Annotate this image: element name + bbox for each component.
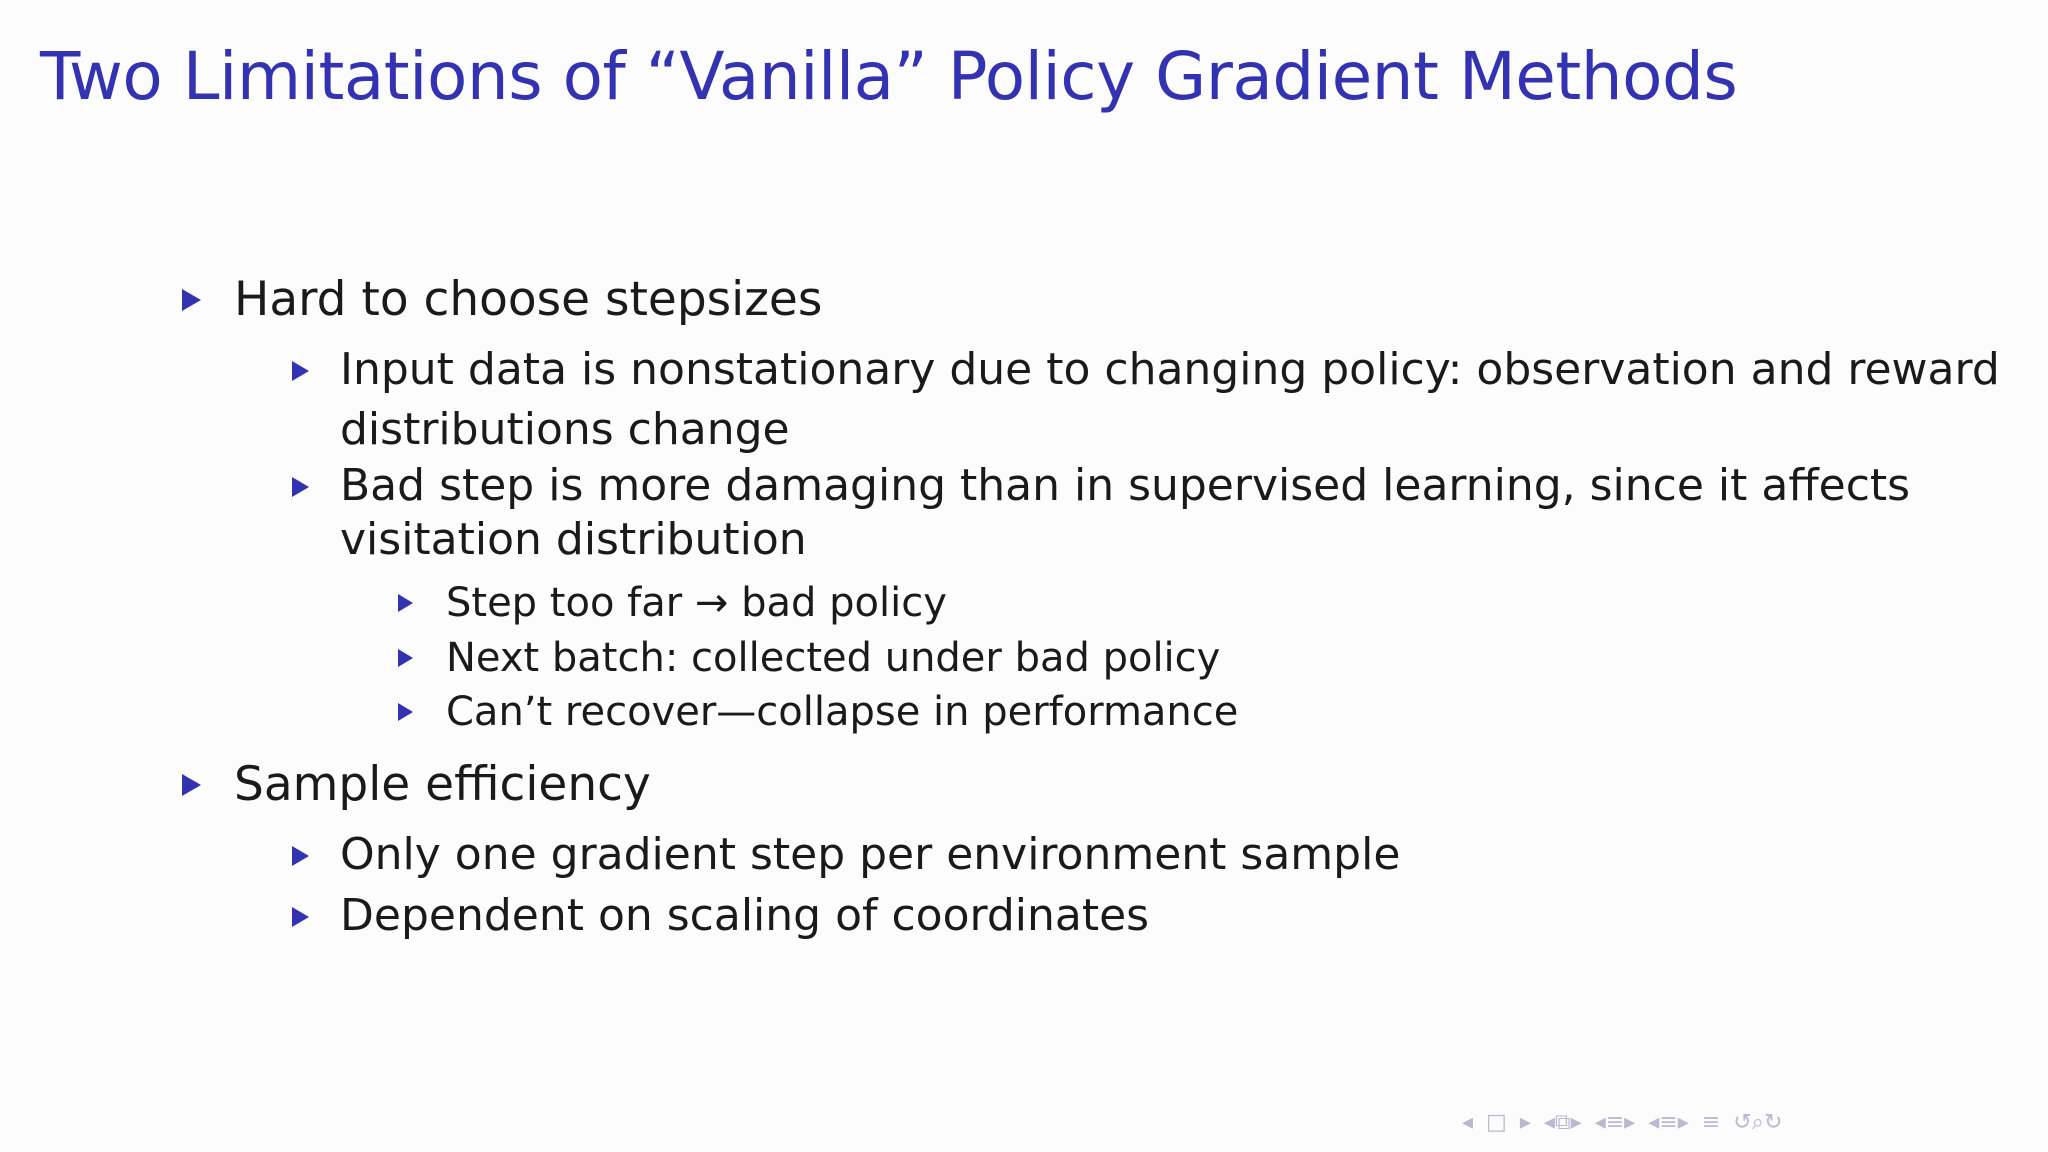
bullet-marker xyxy=(398,594,413,612)
nav-subsection-icon[interactable]: ◂⧉▸ xyxy=(1543,1110,1582,1135)
nav-outline-icon[interactable]: ◂≡▸ xyxy=(1648,1110,1689,1135)
bullet-marker xyxy=(292,846,309,866)
bullet-cant-recover: Can’t recover—collapse in performance xyxy=(446,689,1239,735)
bullet-input-data-nonstationary: Input data is nonstationary due to changing policy: observation and reward xyxy=(340,344,2000,395)
nav-search-icon[interactable]: ↺⌕↻ xyxy=(1733,1110,1783,1135)
nav-section-icon[interactable]: ◂≡▸ xyxy=(1594,1110,1636,1135)
beamer-nav-bar xyxy=(1462,1110,1788,1140)
bullet-marker xyxy=(398,649,413,667)
bullet-marker xyxy=(182,289,201,311)
bullet-marker xyxy=(292,907,309,927)
bullet-marker xyxy=(292,477,309,497)
nav-back-icon[interactable]: ≡ xyxy=(1701,1110,1721,1135)
nav-prev-frame-icon[interactable]: ◂ xyxy=(1462,1110,1474,1135)
bullet-input-data-nonstationary-cont: distributions change xyxy=(340,404,790,455)
bullet-marker xyxy=(292,361,309,381)
bullet-marker xyxy=(398,703,413,721)
bullet-marker xyxy=(182,774,201,796)
bullet-dependent-on-scaling: Dependent on scaling of coordinates xyxy=(340,890,1150,941)
bullet-hard-to-choose-stepsizes: Hard to choose stepsizes xyxy=(234,272,823,327)
bullet-one-gradient-step: Only one gradient step per environment sample xyxy=(340,829,1401,880)
bullet-bad-step-damaging: Bad step is more damaging than in supervised learning, since it affects xyxy=(340,460,1911,511)
bullet-step-too-far: Step too far → bad policy xyxy=(446,580,947,626)
bullet-next-batch: Next batch: collected under bad policy xyxy=(446,635,1221,681)
bullet-sample-efficiency: Sample efficiency xyxy=(234,757,651,812)
bullet-bad-step-damaging-cont: visitation distribution xyxy=(340,514,807,565)
nav-frame-icon[interactable]: □ xyxy=(1486,1110,1507,1135)
nav-next-frame-icon[interactable]: ▸ xyxy=(1519,1110,1531,1135)
slide-title: Two Limitations of “Vanilla” Policy Gradient Methods xyxy=(40,38,1738,115)
